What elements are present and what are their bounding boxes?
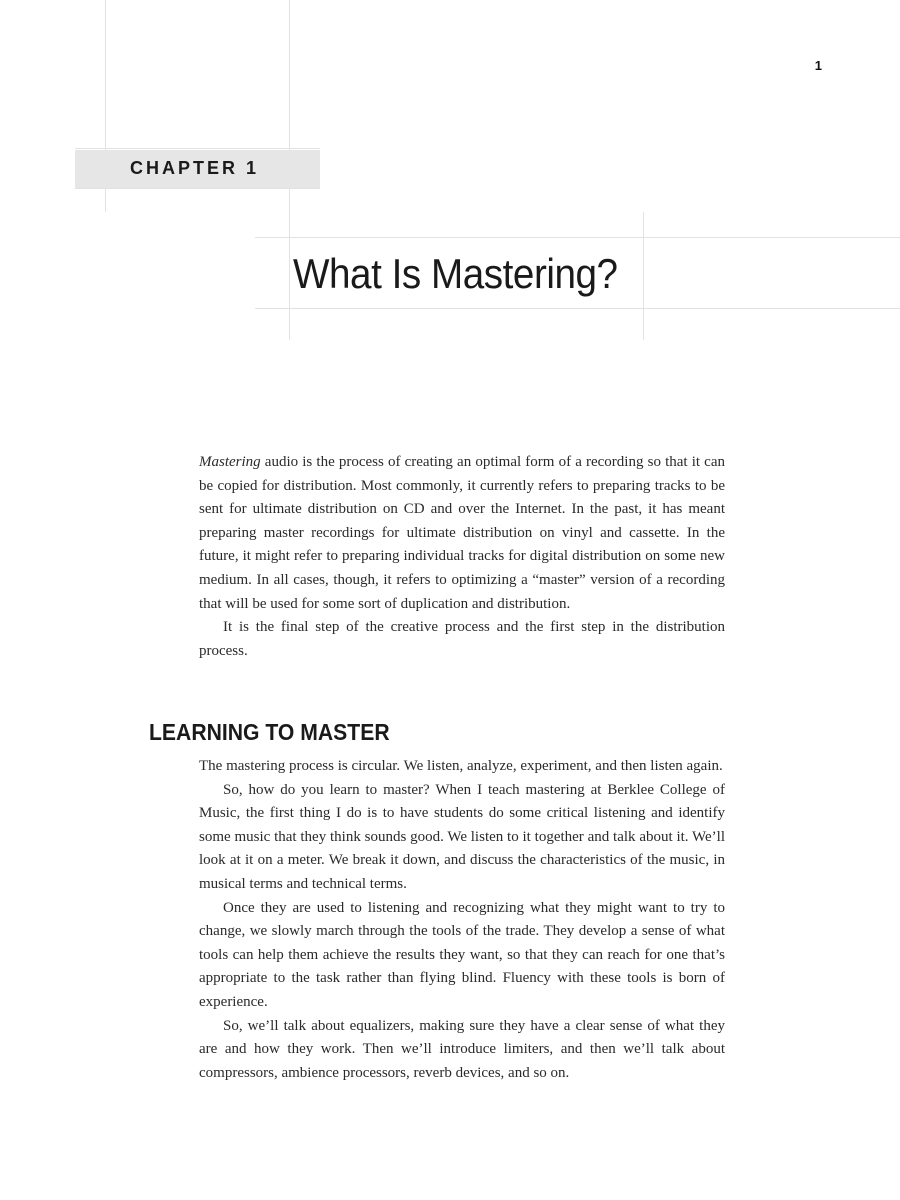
section-heading: LEARNING TO MASTER [149, 719, 390, 745]
guide-rule-horizontal [75, 148, 320, 149]
guide-rule-horizontal [75, 188, 320, 189]
guide-rule-vertical [643, 212, 644, 340]
intro-paragraph [199, 451, 725, 616]
guide-rule-horizontal [255, 308, 900, 309]
intro-lead-italic: Mastering [199, 454, 261, 470]
section-paragraph: Once they are used to listening and recognizing what they might want to try to change, we slowly march through the tools of the trade. They develop a sense of what tools can help them achieve the results they want, so that they can reach for one that’s appropriate to the task rather than flying blind. Fluency with these tools is born of experience. [199, 899, 725, 1010]
section-paragraph: So, how do you learn to master? When I teach mastering at Berklee College of Music, the first thing I do is to have students do some critical listening and identify some music that they think sounds good. We listen to it together and talk about it. We’ll look at it on a meter. We break it down, and discuss the characteristics of the music, in musical terms and technical terms. [199, 781, 725, 892]
section-paragraph: So, we’ll talk about equalizers, making sure they have a clear sense of what they are and how they work. Then we’ll introduce limiters, and then we’ll talk about compressors, ambience processors, reverb devices, and so on. [199, 1017, 725, 1081]
chapter-label: CHAPTER 1 [130, 158, 260, 178]
page-number: 1 [814, 58, 822, 73]
chapter-title: What Is Mastering? [293, 250, 618, 297]
intro-paragraph: It is the final step of the creative process and the first step in the distribution process. [199, 619, 725, 659]
section-paragraph: The mastering process is circular. We listen, analyze, experiment, and then listen again. [199, 758, 723, 774]
section-text [199, 755, 725, 1085]
intro-paragraph-text: audio is the process of creating an optimal form of a recording so that it can be copied for distribution. Most commonly, it currently refers to preparing tracks to be sent for ultimate distribution on CD and over the Internet. In the past, it has meant preparing master recordings for ultimate distribution on vinyl and cassette. In the future, it might refer to preparing individual tracks for digital distribution on some new medium. In all cases, though, it refers to optimizing a “master” version of a recording that will be used for some sort of duplication and distribution. [199, 454, 725, 612]
intro-text [199, 451, 725, 663]
guide-rule-horizontal [255, 237, 900, 238]
